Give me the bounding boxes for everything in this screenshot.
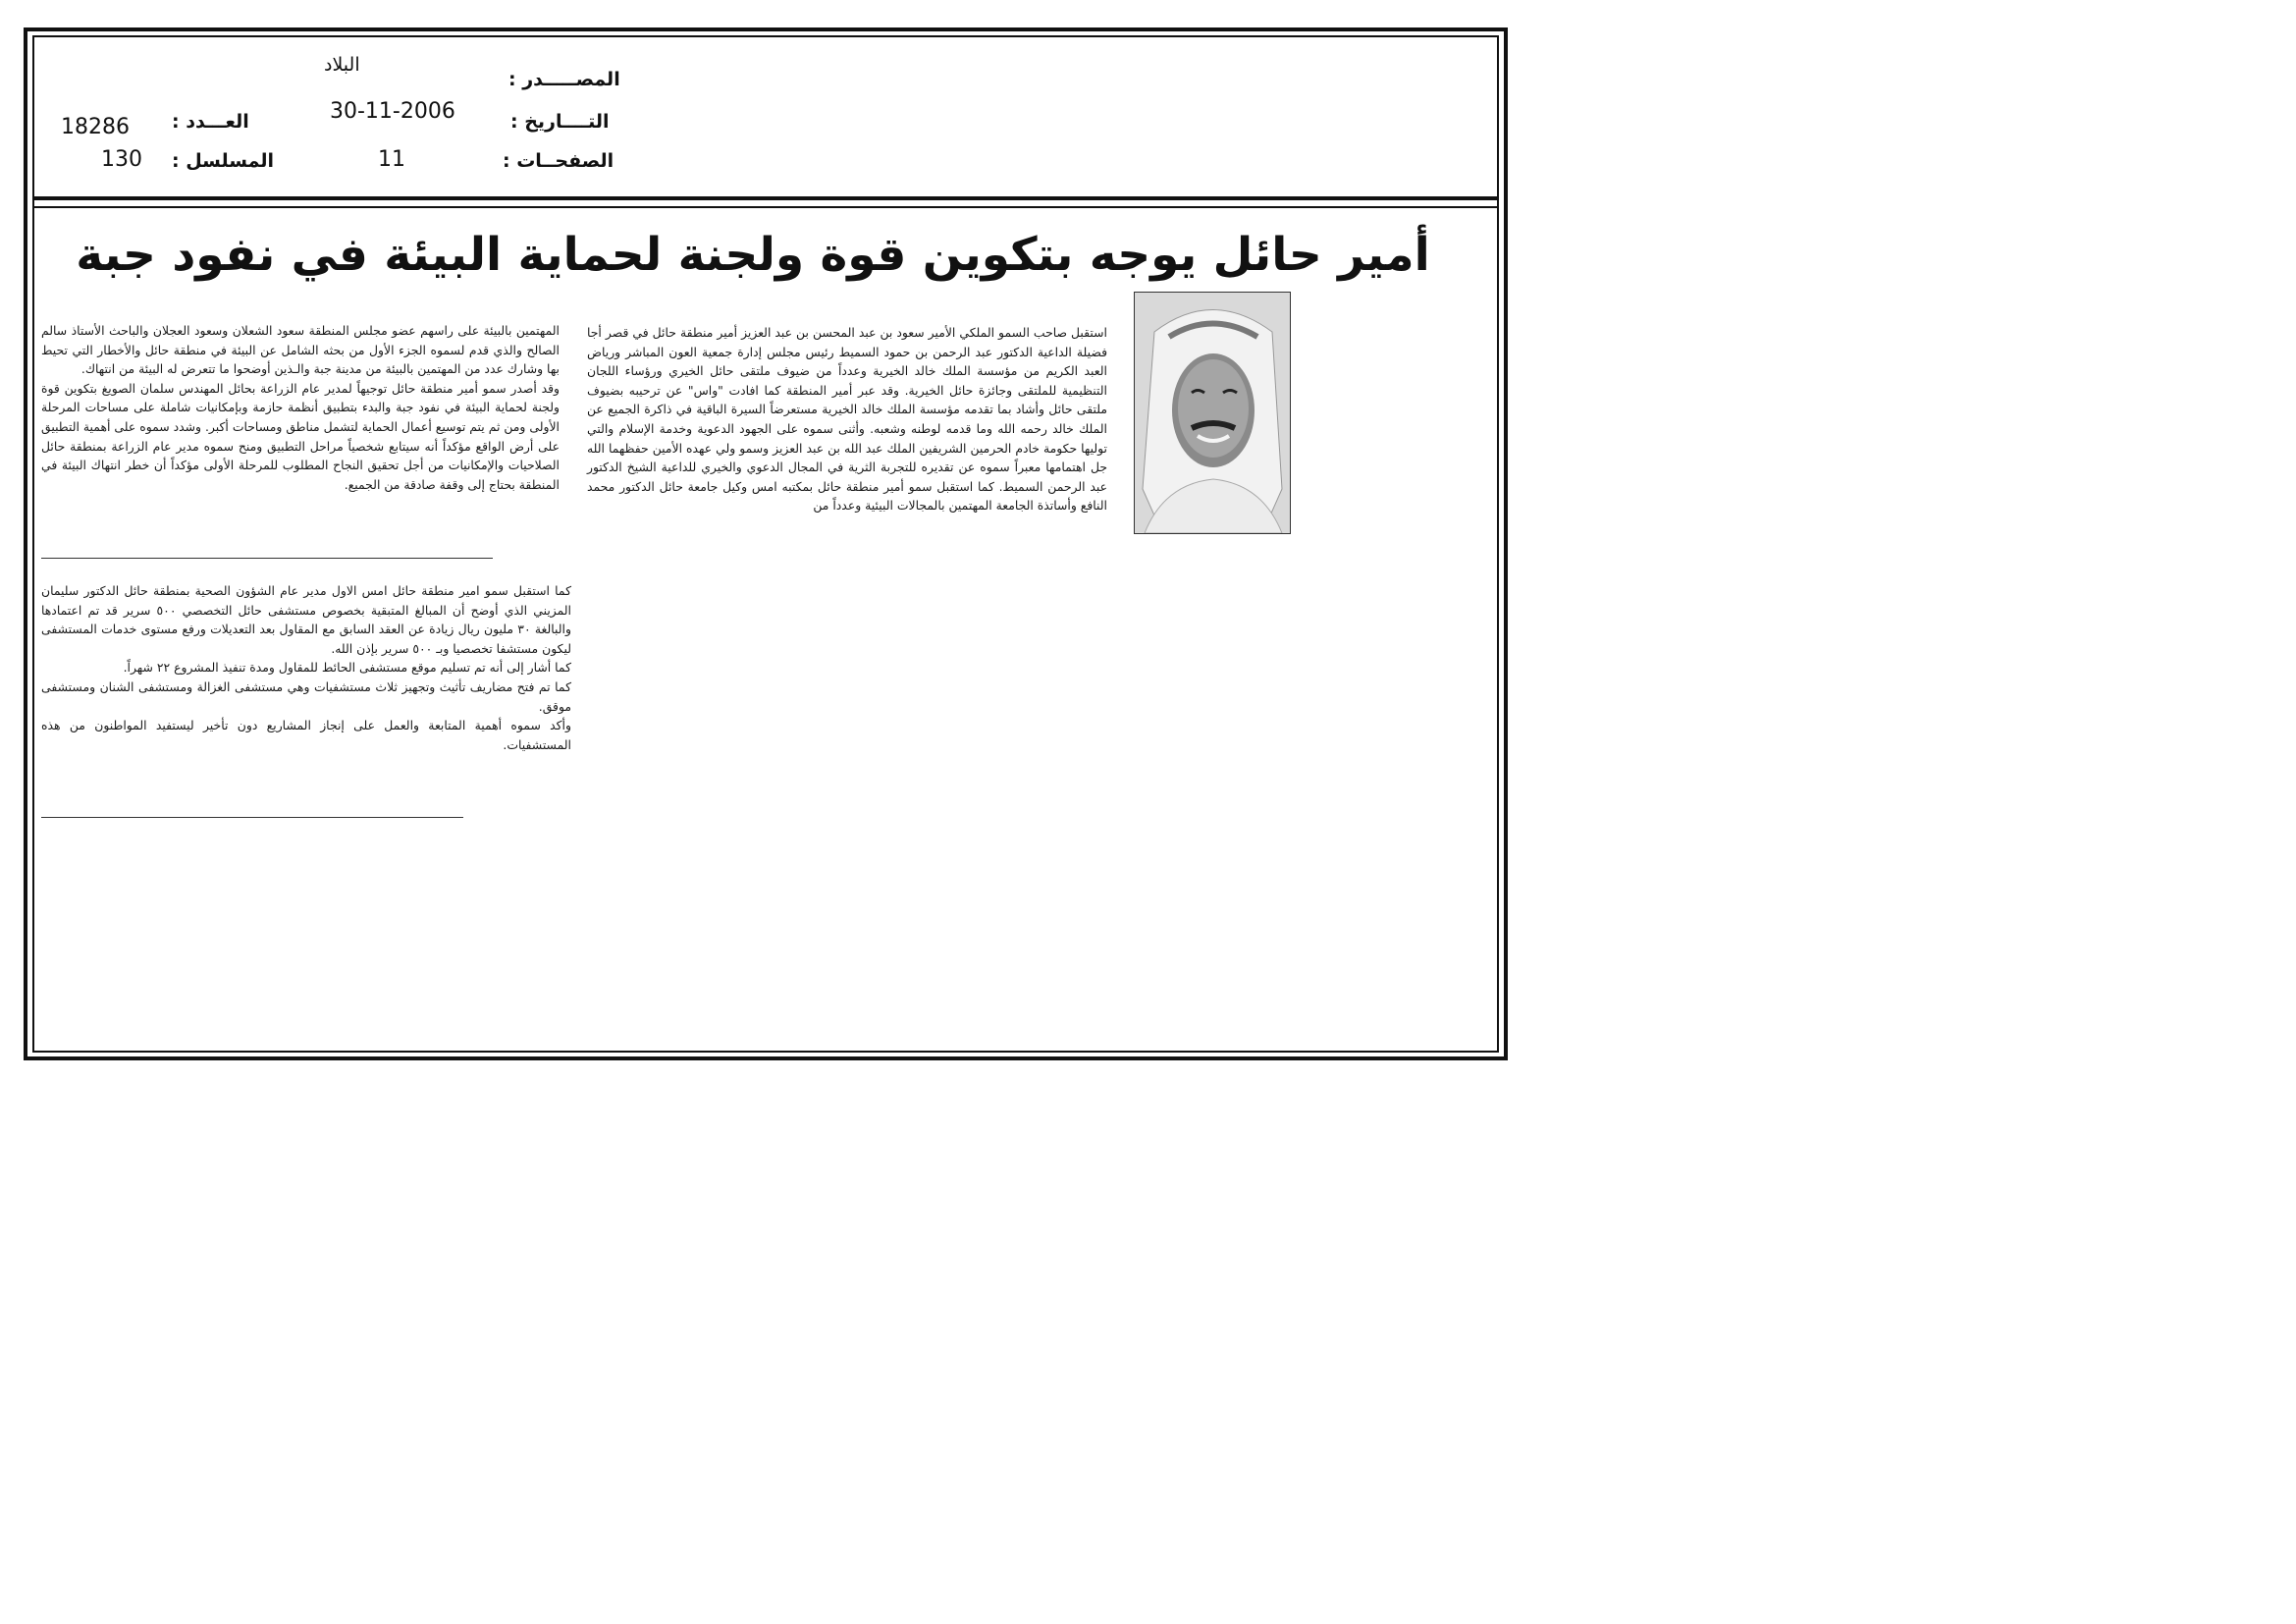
header-divider-thin	[32, 206, 1499, 208]
left-top-paragraph-2: وقد أصدر سمو أمير منطقة حائل توجيهاً لمدير عام الزراعة بحائل المهندس سلمان الصويغ بتكوين قوة ولجنة لحماية البيئة في نفود جبة والبدء بتطبيق أنظمة حازمة وبإمكانيات شاملة على مساحات المرحلة الأولى ومن ثم يتم توسيع أعمال الحماية لتشمل مناطق ومساحات أكبر. وشدد سموه على أهمية التطبيق على أرض الواقع مؤكداً أنه سيتابع شخصياً مراحل التطبيق ومنح سموه مدير عام الزراعة بمنطقة حائل الصلاحيات والإمكانيات من أجل تحقيق النجاح المطلوب للمرحلة الأولى مؤكداً أن خطر انتهاك البيئة في المنطقة بحتاج إلى وقفة صادقة من الجميع.	[41, 380, 560, 492]
header-divider-thick	[32, 196, 1499, 200]
article-column-left-top	[41, 321, 560, 494]
pages-value: 11	[378, 147, 405, 172]
article-column-right	[587, 323, 1107, 515]
date-label: التــــاريخ :	[510, 111, 610, 133]
serial-value: 130	[101, 147, 142, 172]
issue-label: العـــدد :	[172, 111, 249, 133]
serial-label: المسلسل :	[172, 150, 274, 172]
source-label: المصـــــدر :	[508, 69, 620, 90]
article-end-rule	[41, 817, 463, 818]
right-column-text: استقبل صاحب السمو الملكي الأمير سعود بن عبد المحسن بن عبد العزيز أمير منطقة حائل في قصر أجا فضيلة الداعية الدكتور عبد الرحمن بن حمود السميط رئيس مجلس إدارة جمعية العون المباشر ورياض العبد الكريم من مؤسسة الملك خالد الخيرية وعدداً من ضيوف ملتقى حائل الخيري ورؤساء اللجان التنظيمية للملتقى وجائزة حائل الخيرية. وقد عبر أمير المنطقة كما افادت "واس" عن ترحيبه بضيوف ملتقى حائل وأشاد بما تقدمه مؤسسة الملك خالد الخيرية مستعرضاً السيرة الباقية في ذاكرة الجميع عن الملك خالد رحمه الله وما قدمه لوطنه وشعبه. وأثنى سموه على الجهود الدعوية وخدمة الإسلام والتي توليها حكومة خادم الحرمين الشريفين الملك عبد الله بن عبد العزيز وسمو ولي عهده الأمين حفظهما الله جل اهتمامها معبراً سموه عن تقديره للتجربة الثرية في المجال الدعوي والخيري للداعية الشيخ الدكتور عبد الرحمن السميط. كما استقبل سمو أمير منطقة حائل بمكتبه امس وكيل جامعة حائل الدكتور محمد النافع وأساتذة الجامعة المهتمين بالمجالات البيئية وعدداً من	[587, 325, 1107, 514]
date-value: 30-11-2006	[330, 99, 455, 124]
issue-value: 18286	[61, 115, 130, 139]
source-value: البلاد	[324, 54, 360, 76]
left-bottom-paragraph-3: كما تم فتح مضاريف تأثيث وتجهيز ثلاث مستشفيات وهي مستشفى الغزالة ومستشفى الشنان ومستشفى موقق.	[41, 678, 571, 714]
pages-label: الصفحــات :	[503, 150, 614, 172]
left-top-paragraph-1: المهتمين بالبيئة على راسهم عضو مجلس المنطقة سعود الشعلان وسعود العجلان والباحث الأستاذ سالم الصالح والذي قدم لسموه الجزء الأول من بحثه الشامل عن البيئة في منطقة حائل والأخطار التي تحيط بها وشارك عدد من المهتمين بالبيئة من مدينة جبة والـذين أوضحوا ما تتعرض له البيئة من انتهاك.	[41, 323, 560, 377]
left-bottom-paragraph-4: وأكد سموه أهمية المتابعة والعمل على إنجاز المشاريع دون تأخير ليستفيد المواطنون من هذه المستشفيات.	[41, 718, 571, 752]
article-column-left-bottom	[41, 581, 571, 754]
page-inner-border	[32, 35, 1499, 1053]
left-bottom-paragraph-2: كما أشار إلى أنه تم تسليم موقع مستشفى الحائط للمقاول ومدة تنفيذ المشروع ٢٢ شهراً.	[123, 660, 571, 676]
portrait-photo	[1134, 292, 1291, 534]
article-headline: أمير حائل يوجه بتكوين قوة ولجنة لحماية البيئة في نفود جبة	[76, 228, 1430, 282]
section-separator-rule	[41, 558, 493, 559]
left-bottom-paragraph-1: كما استقبل سمو امير منطقة حائل امس الاول مدير عام الشؤون الصحية بمنطقة حائل الدكتور سليمان المزيني الذي أوضح أن المبالغ المتبقية بخصوص مستشفى حائل التخصصي ٥٠٠ سرير قد تم اعتمادها والبالغة ٣٠ مليون ريال زيادة عن العقد السابق مع المقاول بعد التعديلات ورفع مستوى خدمات المستشفى ليكون مستشفا تخصصيا وبـ ٥٠٠ سرير بإذن الله.	[41, 583, 571, 656]
portrait-photo-graphic	[1135, 293, 1290, 533]
